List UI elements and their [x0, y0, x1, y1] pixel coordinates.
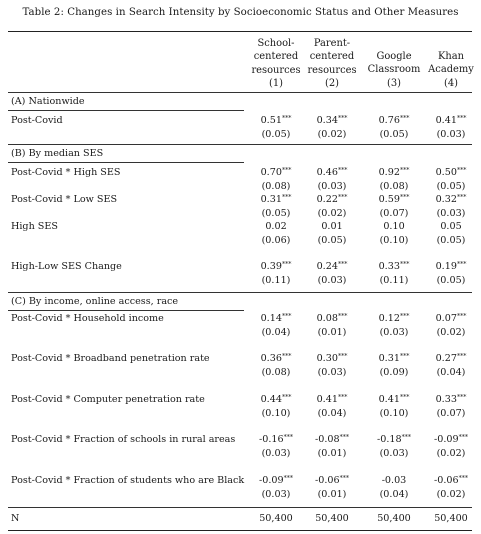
significance-stars: *** [337, 261, 348, 268]
coefficient-value: 0.31 [378, 353, 400, 364]
coefficient-cell [364, 115, 424, 127]
row-label: Post-Covid * Computer penetration rate [11, 394, 205, 405]
significance-stars: *** [401, 434, 412, 441]
significance-stars: *** [337, 194, 348, 201]
row-label: High-Low SES Change [11, 261, 122, 272]
section-label-median-ses: (B) By median SES [11, 148, 104, 159]
row-label: Post-Covid * Fraction of schools in rural areas [11, 434, 236, 445]
significance-stars: *** [283, 434, 294, 441]
coefficient-value: 0.44 [260, 394, 282, 405]
coefficient-cell [364, 194, 424, 206]
coefficient-value: -0.16 [258, 434, 284, 445]
coefficient-cell [302, 394, 362, 406]
coefficient-value: 0.39 [260, 261, 282, 272]
section-label-income: (C) By income, online access, race [11, 296, 179, 307]
row-label: Post-Covid [11, 115, 63, 126]
coefficient-value: -0.06 [314, 475, 340, 486]
standard-error-cell: (0.04) [261, 327, 291, 338]
significance-stars: *** [456, 313, 467, 320]
significance-stars: *** [399, 194, 410, 201]
coefficient-cell [302, 313, 362, 325]
coefficient-cell [246, 475, 306, 487]
coefficient-value: 0.32 [435, 194, 457, 205]
standard-error-cell: (0.01) [317, 327, 347, 338]
coefficient-value: -0.18 [376, 434, 402, 445]
coefficient-cell [421, 475, 481, 487]
significance-stars: *** [456, 353, 467, 360]
bottom-rule [8, 530, 472, 531]
standard-error-cell: (0.08) [261, 367, 291, 378]
significance-stars: *** [281, 115, 292, 122]
coefficient-cell [246, 434, 306, 446]
coefficient-cell [364, 475, 424, 487]
significance-stars: *** [281, 313, 292, 320]
coefficient-value: 0.59 [378, 194, 400, 205]
coefficient-cell [246, 167, 306, 179]
section-rule-c [8, 310, 244, 311]
standard-error-cell: (0.05) [317, 235, 347, 246]
row-label: Post-Covid * Fraction of students who are Black [11, 475, 245, 486]
standard-error-cell: (0.05) [379, 129, 409, 140]
coefficient-value: -0.03 [381, 475, 407, 486]
standard-error-cell: (0.03) [436, 129, 466, 140]
coefficient-value: -0.06 [433, 475, 459, 486]
coefficient-cell [246, 353, 306, 365]
significance-stars: *** [337, 353, 348, 360]
coefficient-value: 0.01 [321, 221, 343, 232]
standard-error-cell: (0.01) [317, 448, 347, 459]
standard-error-cell: (0.09) [379, 367, 409, 378]
coefficient-cell [421, 115, 481, 127]
standard-error-cell: (0.08) [261, 181, 291, 192]
coefficient-value: -0.09 [433, 434, 459, 445]
significance-stars: *** [399, 394, 410, 401]
significance-stars: *** [339, 434, 350, 441]
coefficient-cell [246, 115, 306, 127]
standard-error-cell: (0.05) [436, 275, 466, 286]
coefficient-cell [421, 313, 481, 325]
significance-stars: *** [337, 167, 348, 174]
standard-error-cell: (0.10) [261, 408, 291, 419]
coefficient-value: -0.08 [314, 434, 340, 445]
coefficient-cell [302, 261, 362, 273]
standard-error-cell: (0.02) [317, 208, 347, 219]
standard-error-cell: (0.05) [261, 129, 291, 140]
coefficient-value: 0.08 [316, 313, 338, 324]
standard-error-cell: (0.11) [261, 275, 291, 286]
header-rule [8, 92, 472, 93]
coefficient-cell [364, 221, 424, 233]
significance-stars: *** [399, 353, 410, 360]
standard-error-cell: (0.03) [379, 327, 409, 338]
standard-error-cell: (0.01) [317, 489, 347, 500]
col-header-2: Parent- centered resources (2) [307, 38, 357, 89]
section-rule-b-top [8, 144, 472, 145]
coefficient-cell [421, 194, 481, 206]
standard-error-cell: (0.02) [436, 327, 466, 338]
row-label: Post-Covid * High SES [11, 167, 121, 178]
section-label-nationwide: (A) Nationwide [11, 96, 85, 107]
coefficient-cell [364, 434, 424, 446]
coefficient-cell [302, 475, 362, 487]
coefficient-value: 0.02 [265, 221, 287, 232]
standard-error-cell: (0.03) [261, 448, 291, 459]
significance-stars: *** [456, 261, 467, 268]
standard-error-cell: (0.11) [379, 275, 409, 286]
coefficient-value: 0.50 [435, 167, 457, 178]
coefficient-value: 0.36 [260, 353, 282, 364]
coefficient-value: 0.41 [378, 394, 400, 405]
coefficient-value: 0.24 [316, 261, 338, 272]
significance-stars: *** [399, 261, 410, 268]
coefficient-value: 0.14 [260, 313, 282, 324]
n-row-value: 50,400 [259, 513, 293, 524]
standard-error-cell: (0.04) [317, 408, 347, 419]
coefficient-value: 0.22 [316, 194, 338, 205]
coefficient-cell [421, 434, 481, 446]
significance-stars: *** [456, 167, 467, 174]
significance-stars: *** [281, 167, 292, 174]
coefficient-value: 0.92 [378, 167, 400, 178]
coefficient-cell [302, 115, 362, 127]
coefficient-cell [302, 353, 362, 365]
coefficient-value: 0.76 [378, 115, 400, 126]
col-header-3: Google Classroom (3) [367, 51, 421, 89]
coefficient-cell [364, 353, 424, 365]
coefficient-cell [246, 313, 306, 325]
coefficient-value: 0.51 [260, 115, 282, 126]
coefficient-value: 0.33 [378, 261, 400, 272]
significance-stars: *** [399, 167, 410, 174]
coefficient-value: 0.10 [383, 221, 405, 232]
significance-stars: *** [456, 194, 467, 201]
standard-error-cell: (0.03) [379, 448, 409, 459]
significance-stars: *** [456, 115, 467, 122]
coefficient-value: 0.27 [435, 353, 457, 364]
coefficient-cell [421, 394, 481, 406]
standard-error-cell: (0.03) [317, 367, 347, 378]
coefficient-cell [246, 261, 306, 273]
section-rule-b [8, 162, 244, 163]
coefficient-cell [302, 221, 362, 233]
significance-stars: *** [339, 475, 350, 482]
standard-error-cell: (0.03) [436, 208, 466, 219]
standard-error-cell: (0.03) [317, 181, 347, 192]
coefficient-cell [421, 353, 481, 365]
significance-stars: *** [283, 475, 294, 482]
n-row-value: 50,400 [315, 513, 349, 524]
standard-error-cell: (0.10) [379, 408, 409, 419]
coefficient-cell [421, 167, 481, 179]
significance-stars: *** [456, 394, 467, 401]
coefficient-value: 0.31 [260, 194, 282, 205]
coefficient-value: 0.41 [316, 394, 338, 405]
coefficient-cell [302, 434, 362, 446]
coefficient-cell [364, 261, 424, 273]
col-header-1: School- centered resources (1) [251, 38, 301, 89]
significance-stars: *** [458, 434, 469, 441]
coefficient-cell [364, 394, 424, 406]
coefficient-value: 0.33 [435, 394, 457, 405]
significance-stars: *** [399, 115, 410, 122]
row-label: Post-Covid * Low SES [11, 194, 118, 205]
standard-error-cell: (0.05) [436, 235, 466, 246]
coefficient-value: 0.05 [440, 221, 462, 232]
coefficient-value: 0.12 [378, 313, 400, 324]
significance-stars: *** [458, 475, 469, 482]
standard-error-cell: (0.07) [379, 208, 409, 219]
standard-error-cell: (0.03) [261, 489, 291, 500]
row-label: Post-Covid * Broadband penetration rate [11, 353, 210, 364]
coefficient-value: 0.07 [435, 313, 457, 324]
significance-stars: *** [281, 261, 292, 268]
col-header-4: Khan Academy (4) [428, 51, 474, 89]
standard-error-cell: (0.05) [261, 208, 291, 219]
coefficient-cell [302, 167, 362, 179]
significance-stars: *** [337, 115, 348, 122]
coefficient-value: 0.70 [260, 167, 282, 178]
coefficient-cell [302, 194, 362, 206]
significance-stars: *** [281, 194, 292, 201]
n-row-value: 50,400 [434, 513, 468, 524]
coefficient-value: 0.19 [435, 261, 457, 272]
coefficient-cell [364, 167, 424, 179]
coefficient-value: 0.46 [316, 167, 338, 178]
significance-stars: *** [281, 353, 292, 360]
table-title: Table 2: Changes in Search Intensity by Socioeconomic Status and Other Measures [22, 7, 459, 18]
coefficient-value: -0.09 [258, 475, 284, 486]
coefficient-cell [246, 394, 306, 406]
coefficient-cell [246, 194, 306, 206]
standard-error-cell: (0.02) [317, 129, 347, 140]
row-label: Post-Covid * Household income [11, 313, 164, 324]
top-rule [8, 31, 472, 32]
coefficient-value: 0.30 [316, 353, 338, 364]
standard-error-cell: (0.10) [379, 235, 409, 246]
standard-error-cell: (0.02) [436, 448, 466, 459]
standard-error-cell: (0.04) [379, 489, 409, 500]
standard-error-cell: (0.04) [436, 367, 466, 378]
section-rule-c-top [8, 292, 472, 293]
significance-stars: *** [337, 394, 348, 401]
coefficient-cell [421, 261, 481, 273]
coefficient-cell [421, 221, 481, 233]
standard-error-cell: (0.07) [436, 408, 466, 419]
standard-error-cell: (0.03) [317, 275, 347, 286]
significance-stars: *** [281, 394, 292, 401]
standard-error-cell: (0.06) [261, 235, 291, 246]
significance-stars: *** [337, 313, 348, 320]
n-row-value: 50,400 [377, 513, 411, 524]
coefficient-value: 0.34 [316, 115, 338, 126]
n-rule [8, 507, 472, 508]
coefficient-cell [246, 221, 306, 233]
row-label: High SES [11, 221, 58, 232]
n-row-label: N [11, 513, 20, 524]
section-rule-a [8, 110, 244, 111]
standard-error-cell: (0.08) [379, 181, 409, 192]
standard-error-cell: (0.05) [436, 181, 466, 192]
significance-stars: *** [399, 313, 410, 320]
coefficient-cell [364, 313, 424, 325]
coefficient-value: 0.41 [435, 115, 457, 126]
standard-error-cell: (0.02) [436, 489, 466, 500]
